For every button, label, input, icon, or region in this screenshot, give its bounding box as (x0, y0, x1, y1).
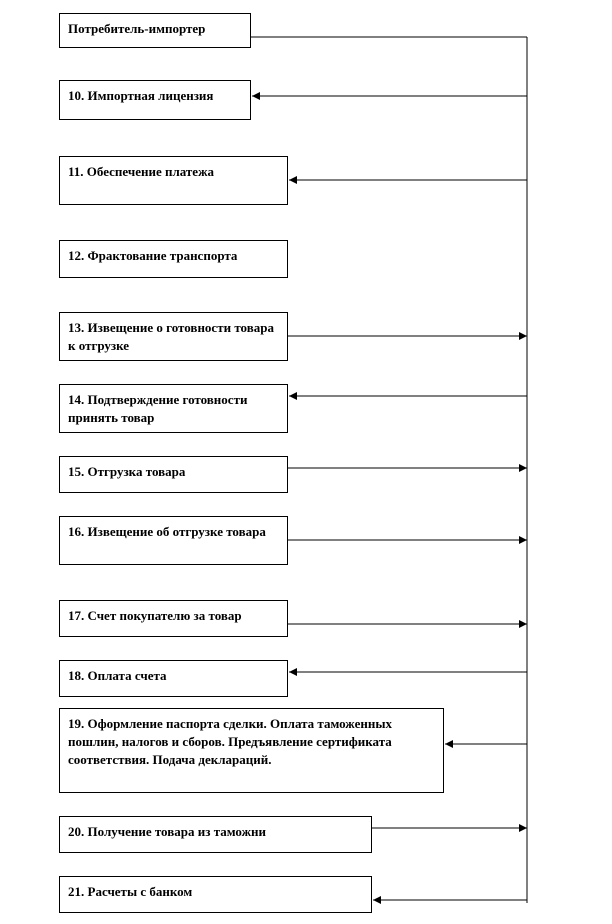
box-step-12 (59, 240, 288, 278)
box-step-18 (59, 660, 288, 697)
box-step-14 (59, 384, 288, 433)
box-label: 13. Извещение о готовности товара к отгрузке (68, 320, 274, 353)
box-label: 20. Получение товара из таможни (68, 824, 267, 839)
box-label: 11. Обеспечение платежа (68, 164, 214, 179)
box-label: 14. Подтверждение готовности принять товар (68, 392, 248, 425)
box-step-17 (59, 600, 288, 637)
box-label: 21. Расчеты с банком (68, 884, 193, 899)
box-importer (59, 13, 251, 48)
box-step-19 (59, 708, 444, 793)
box-step-11 (59, 156, 288, 205)
box-step-16 (59, 516, 288, 565)
box-label: 15. Отгрузка товара (68, 464, 186, 479)
box-label: 16. Извещение об отгрузке товара (68, 524, 266, 539)
box-step-13 (59, 312, 288, 361)
box-step-21 (59, 876, 372, 913)
box-step-15 (59, 456, 288, 493)
box-label: 10. Импортная лицензия (68, 88, 214, 103)
box-label: Потребитель-импортер (68, 21, 206, 36)
box-step-20 (59, 816, 372, 853)
box-step-10 (59, 80, 251, 120)
box-label: 17. Счет покупателю за товар (68, 608, 242, 623)
box-label: 18. Оплата счета (68, 668, 167, 683)
box-label: 12. Фрактование транспорта (68, 248, 238, 263)
box-label: 19. Оформление паспорта сделки. Оплата таможенных пошлин, налогов и сборов. Предъявление сертификата соответствия. Подача деклараций. (68, 716, 392, 767)
